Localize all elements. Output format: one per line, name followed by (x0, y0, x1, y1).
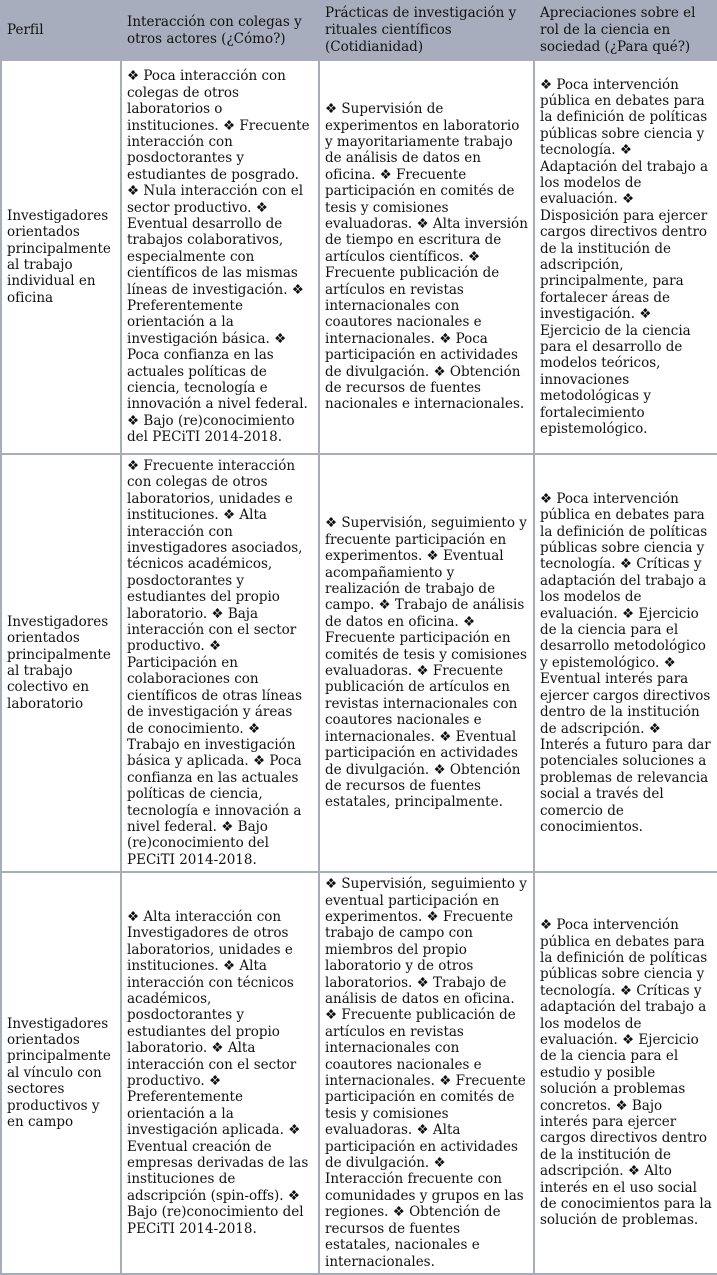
profile-cell: Investigadores orientados principalmente al trabajo colectivo en laboratorio (1, 454, 121, 872)
appreciations-cell: ❖ Poca intervención pública en debates para la definición de políticas públicas sobre ciencia y tecnología. ❖ Adaptación del trabajo a los modelos de evaluación. ❖ Disposición para ejercer cargos directivos dentro de la institución de adscripción, principalmente, para fortalecer áreas de investigación. ❖ Ejercicio de la ciencia para el desarrollo de modelos teóricos, innovaciones metodológicas y fortalecimiento epistemológico. (534, 60, 717, 454)
table-body (1, 60, 717, 1274)
appreciations-cell: ❖ Poca intervención pública en debates para la definición de políticas públicas sobre ciencia y tecnología. ❖ Críticas y adaptación del trabajo a los modelos de evaluación. ❖ Ejercicio de la ciencia para el estudio y posible solución a problemas concretos. ❖ Bajo interés para ejercer cargos directivos dentro de la institución de adscripción. ❖ Alto interés en el uso social de conocimientos para la solución de problemas. (534, 872, 717, 1274)
table-row-colectivo-laboratorio (1, 454, 717, 872)
header-row (1, 1, 717, 60)
appreciations-cell: ❖ Poca intervención pública en debates para la definición de políticas públicas sobre ciencia y tecnología. ❖ Críticas y adaptación del trabajo a los modelos de evaluación. ❖ Ejercicio de la ciencia para el desarrollo metodológico y epistemológico. ❖ Eventual interés para ejercer cargos directivos dentro de la institución de adscripción. ❖ Interés a futuro para dar potenciales soluciones a problemas de relevancia social a través del comercio de conocimientos. (534, 454, 717, 872)
practices-cell: ❖ Supervisión, seguimiento y eventual participación en experimentos. ❖ Frecuente trabajo de campo con miembros del propio laboratorio y de otros laboratorios. ❖ Trabajo de análisis de datos en oficina. ❖ Frecuente publicación de artículos en revistas internacionales con coautores nacionales e internacionales. ❖ Frecuente participación en comités de tesis y comisiones evaluadoras. ❖ Alta participación en actividades de divulgación. ❖ Interacción frecuente con comunidades y grupos en las regiones. ❖ Obtención de recursos de fuentes estatales, nacionales e internacionales. (319, 872, 534, 1274)
profile-cell: Investigadores orientados principalmente al vínculo con sectores productivos y en campo (1, 872, 121, 1274)
table-row-sectores-productivos-campo (1, 872, 717, 1274)
practices-cell: ❖ Supervisión, seguimiento y frecuente participación en experimentos. ❖ Eventual acompañamiento y realización de trabajo de campo. ❖ Trabajo de análisis de datos en oficina. ❖ Frecuente participación en comités de tesis y comisiones evaluadoras. ❖ Frecuente publicación de artículos en revistas internacionales con coautores nacionales e internacionales. ❖ Eventual participación en actividades de divulgación. ❖ Obtención de recursos de fuentes estatales, principalmente. (319, 454, 534, 872)
interaction-cell: ❖ Alta interacción con Investigadores de otros laboratorios, unidades e instituciones. ❖ Alta interacción con técnicos académicos, posdoctorantes y estudiantes del propio laboratorio. ❖ Alta interacción con el sector productivo. ❖ Preferentemente orientación a la investigación aplicada. ❖ Eventual creación de empresas derivadas de las instituciones de adscripción (spin-offs). ❖ Bajo (re)conocimiento del PECiTI 2014-2018. (121, 872, 319, 1274)
practices-cell: ❖ Supervisión de experimentos en laboratorio y mayoritariamente trabajo de análisis de datos en oficina. ❖ Frecuente participación en comités de tesis y comisiones evaluadoras. ❖ Alta inversión de tiempo en escritura de artículos científicos. ❖ Frecuente publicación de artículos en revistas internacionales con coautores nacionales e internacionales. ❖ Poca participación en actividades de divulgación. ❖ Obtención de recursos de fuentes nacionales e internacionales. (319, 60, 534, 454)
table-row-individual-oficina (1, 60, 717, 454)
column-header-apreciaciones: Apreciaciones sobre el rol de la ciencia en sociedad (¿Para qué?) (534, 1, 717, 60)
interaction-cell: ❖ Poca interacción con colegas de otros laboratorios o instituciones. ❖ Frecuente interacción con posdoctorantes y estudiantes de posgrado. ❖ Nula interacción con el sector productivo. ❖ Eventual desarrollo de trabajos colaborativos, especialmente con científicos de las mismas líneas de investigación. ❖ Preferentemente orientación a la investigación básica. ❖ Poca confianza en las actuales políticas de ciencia, tecnología e innovación a nivel federal. ❖ Bajo (re)conocimiento del PECiTI 2014-2018. (121, 60, 319, 454)
table-header (1, 1, 717, 60)
profile-cell: Investigadores orientados principalmente al trabajo individual en oficina (1, 60, 121, 454)
column-header-interaccion: Interacción con colegas y otros actores (¿Cómo?) (121, 1, 319, 60)
column-header-practicas: Prácticas de investigación y rituales científicos (Cotidianidad) (319, 1, 534, 60)
interaction-cell: ❖ Frecuente interacción con colegas de otros laboratorios, unidades e instituciones. ❖ Alta interacción con investigadores asociados, técnicos académicos, posdoctorantes y estudiantes del propio laboratorio. ❖ Baja interacción con el sector productivo. ❖ Participación en colaboraciones con científicos de otras líneas de investigación y áreas de conocimiento. ❖ Trabajo en investigación básica y aplicada. ❖ Poca confianza en las actuales políticas de ciencia, tecnología e innovación a nivel federal. ❖ Bajo (re)conocimiento del PECiTI 2014-2018. (121, 454, 319, 872)
column-header-perfil: Perfil (1, 1, 121, 60)
